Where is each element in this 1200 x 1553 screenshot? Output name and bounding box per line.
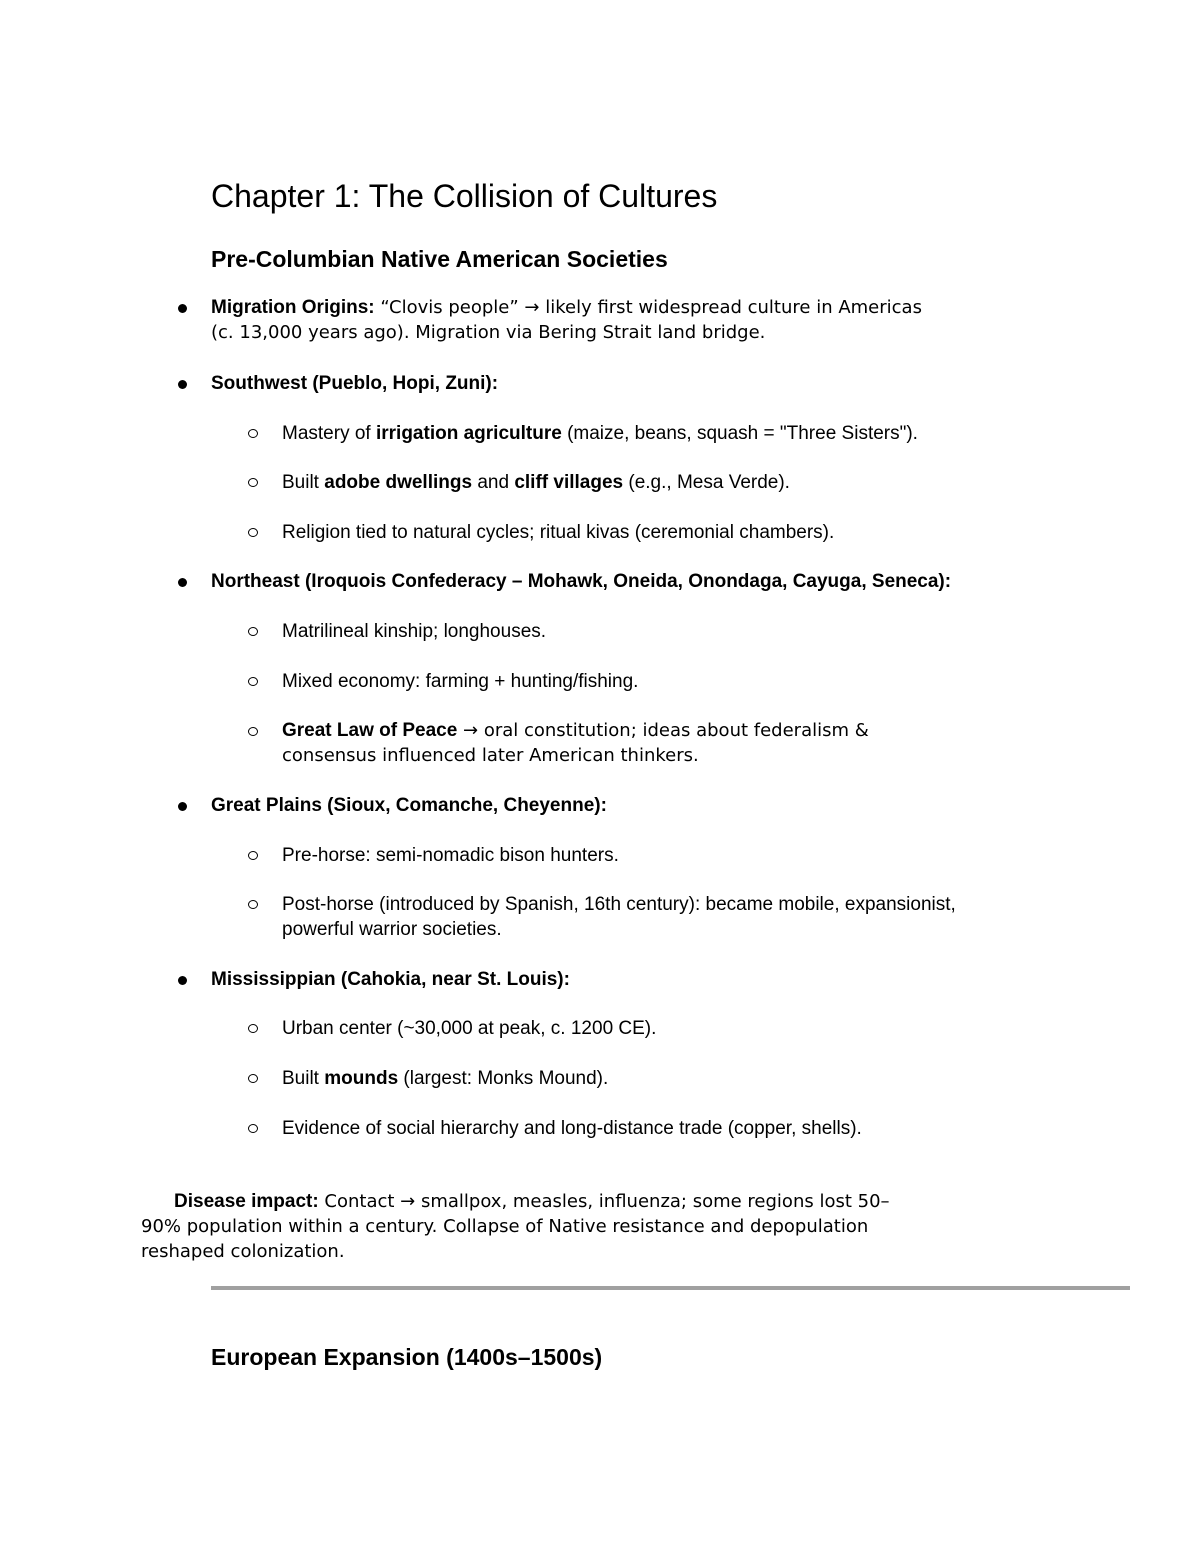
bold-term: Great Law of Peace	[282, 720, 458, 741]
sub-bullet-icon	[248, 1024, 258, 1033]
text-span: and	[472, 472, 515, 493]
migration-text-1: “Clovis people” → likely first widespread culture in Americas	[374, 297, 922, 318]
northeast-item-3-line-2: consensus influenced later American thinkers.	[282, 745, 699, 766]
text-span: → oral constitution; ideas about federalism &	[457, 720, 869, 741]
disease-line-3: reshaped colonization.	[141, 1241, 345, 1262]
text-span: Mastery of	[282, 423, 376, 444]
sub-bullet-icon	[248, 429, 258, 438]
southwest-item-1	[282, 421, 918, 446]
disease-line-2: 90% population within a century. Collapse of Native resistance and depopulation	[141, 1216, 869, 1237]
bold-term: cliff villages	[514, 472, 624, 493]
horizontal-rule	[211, 1286, 1130, 1290]
sub-bullet-icon	[248, 677, 258, 686]
sub-bullet-icon	[248, 478, 258, 487]
section-heading-pre-columbian: Pre-Columbian Native American Societies	[211, 246, 668, 272]
migration-line-2: (c. 13,000 years ago). Migration via Bering Strait land bridge.	[211, 322, 766, 343]
sub-bullet-icon	[248, 1074, 258, 1083]
northeast-label: Northeast (Iroquois Confederacy – Mohawk, Oneida, Onondaga, Cayuga, Seneca):	[211, 571, 952, 592]
section-heading-european-expansion: European Expansion (1400s–1500s)	[211, 1344, 603, 1370]
bold-term: irrigation agriculture	[375, 423, 562, 444]
plains-label: Great Plains (Sioux, Comanche, Cheyenne):	[211, 795, 607, 816]
northeast-item-3-line-1	[282, 718, 869, 743]
sub-bullet-icon	[248, 851, 258, 860]
bold-term: adobe dwellings	[324, 472, 473, 493]
bullet-icon	[178, 578, 187, 587]
bold-term: mounds	[324, 1068, 399, 1089]
bullet-icon	[178, 976, 187, 985]
bullet-icon	[178, 802, 187, 811]
bullet-icon	[178, 304, 187, 313]
sub-bullet-icon	[248, 627, 258, 636]
plains-item-2-line-2: powerful warrior societies.	[282, 919, 502, 940]
plains-item-2-line-1: Post-horse (introduced by Spanish, 16th century): became mobile, expansionist,	[282, 894, 956, 915]
mississippian-item-1: Urban center (~30,000 at peak, c. 1200 CE).	[282, 1018, 657, 1039]
bullet-icon	[178, 380, 187, 389]
sub-bullet-icon	[248, 900, 258, 909]
southwest-label: Southwest (Pueblo, Hopi, Zuni):	[211, 373, 499, 394]
plains-item-1: Pre-horse: semi-nomadic bison hunters.	[282, 845, 619, 866]
migration-label: Migration Origins:	[211, 297, 375, 318]
northeast-item-1: Matrilineal kinship; longhouses.	[282, 621, 547, 642]
mississippian-label: Mississippian (Cahokia, near St. Louis):	[211, 969, 570, 990]
text-span: Built	[282, 1068, 325, 1089]
mississippian-item-3: Evidence of social hierarchy and long-distance trade (copper, shells).	[282, 1118, 862, 1139]
disease-line-1	[174, 1189, 890, 1214]
page-title: Chapter 1: The Collision of Cultures	[211, 178, 718, 214]
text-span: Built	[282, 472, 325, 493]
disease-label: Disease impact:	[174, 1191, 319, 1212]
northeast-item-2: Mixed economy: farming + hunting/fishing.	[282, 671, 639, 692]
sub-bullet-icon	[248, 727, 258, 736]
migration-line-1	[211, 295, 922, 320]
text-span: (largest: Monks Mound).	[398, 1068, 609, 1089]
mississippian-item-2	[282, 1066, 608, 1091]
southwest-item-2	[282, 470, 790, 495]
text-span: (e.g., Mesa Verde).	[623, 472, 790, 493]
sub-bullet-icon	[248, 1124, 258, 1133]
southwest-item-3: Religion tied to natural cycles; ritual kivas (ceremonial chambers).	[282, 522, 835, 543]
text-span: Contact → smallpox, measles, influenza; some regions lost 50–	[318, 1191, 890, 1212]
text-span: (maize, beans, squash = "Three Sisters").	[561, 423, 918, 444]
sub-bullet-icon	[248, 528, 258, 537]
